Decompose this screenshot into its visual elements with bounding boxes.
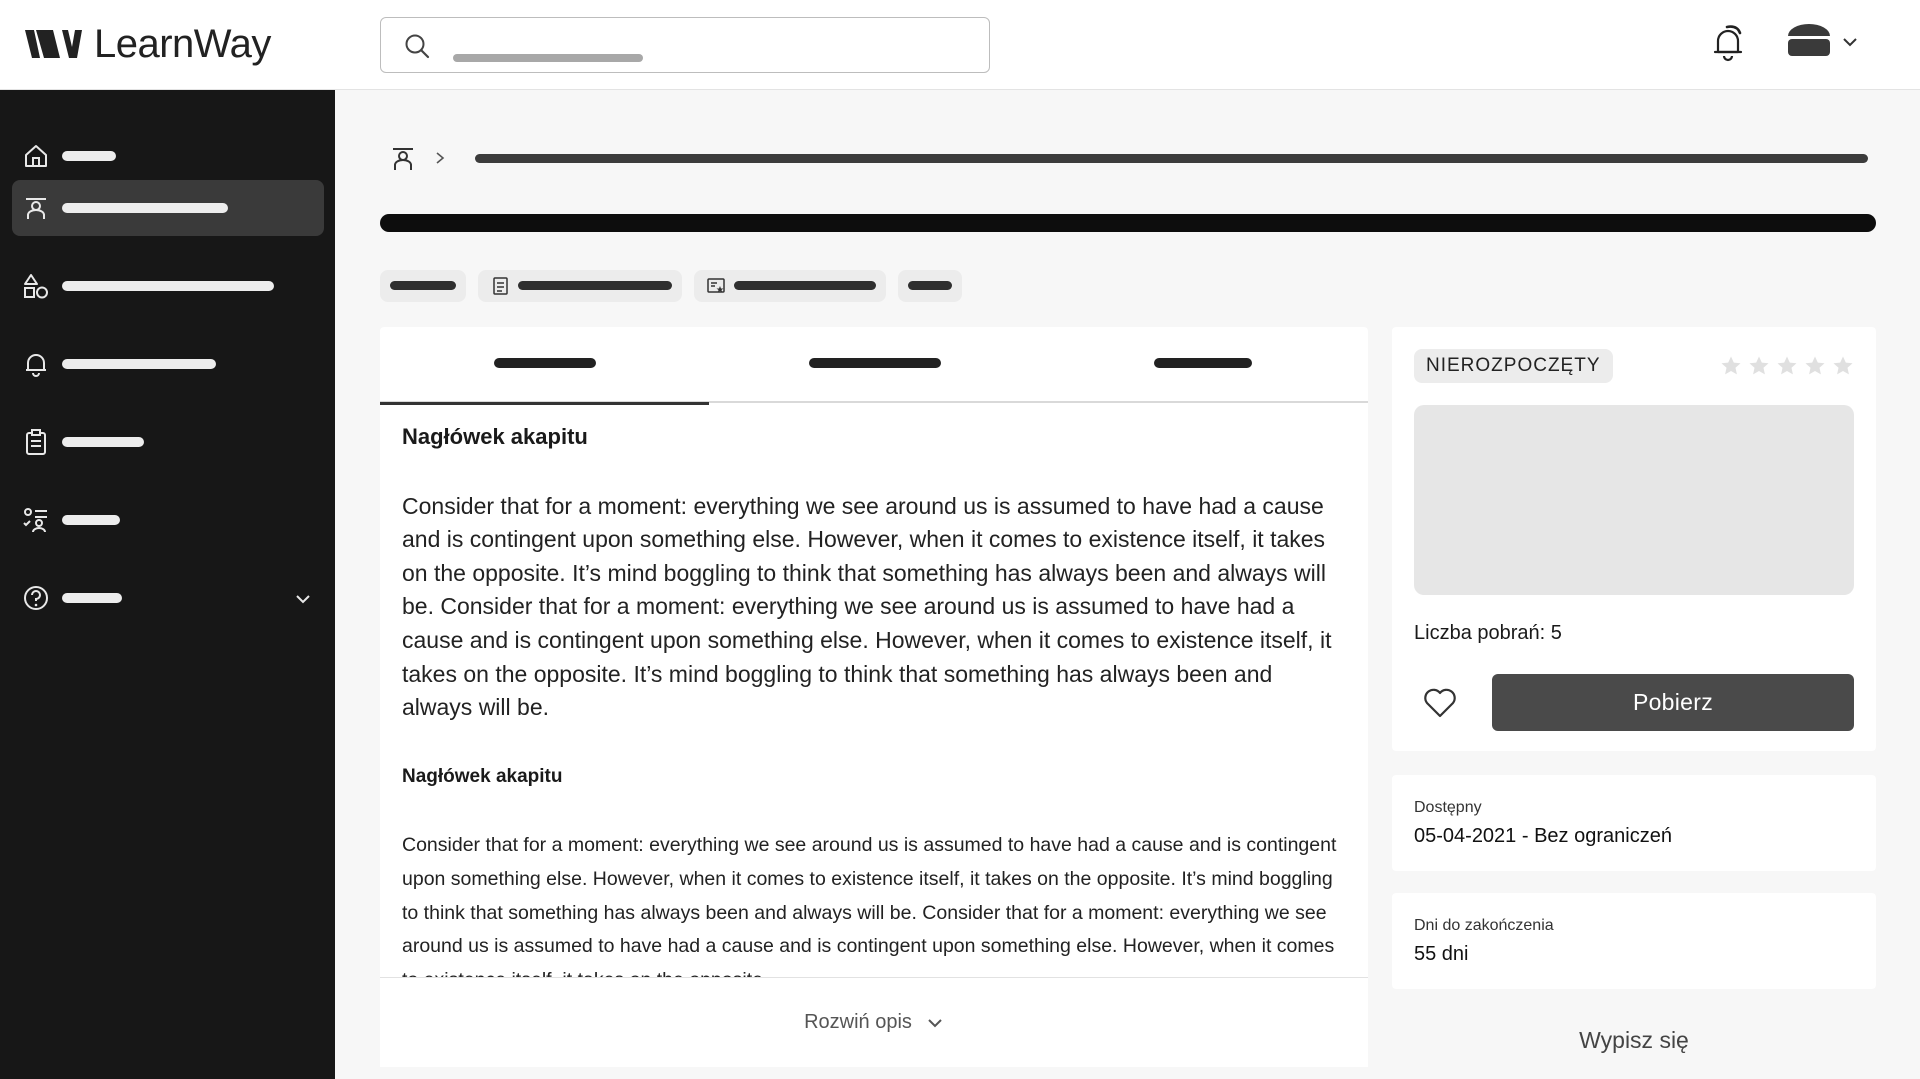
training-icon[interactable] [390, 144, 416, 172]
availability-label: Dostępny [1414, 799, 1482, 816]
search-placeholder-text [453, 54, 643, 62]
tab-bar [380, 327, 1368, 403]
availability-card [1392, 775, 1876, 871]
breadcrumb-current [475, 154, 1868, 163]
heart-icon[interactable] [1422, 685, 1458, 721]
download-button[interactable]: Pobierz [1492, 674, 1854, 731]
sidebar-item-courses[interactable] [12, 180, 324, 236]
star-icon[interactable] [1832, 355, 1854, 377]
document-list-icon [490, 276, 510, 296]
sidebar-item-label [62, 203, 228, 213]
tag-label [518, 281, 672, 290]
logo[interactable] [22, 20, 271, 68]
course-panel [1392, 327, 1876, 751]
days-left-label: Dni do zakończenia [1414, 917, 1554, 934]
star-icon[interactable] [1720, 355, 1742, 377]
chevron-down-icon[interactable] [294, 590, 312, 608]
chevron-right-icon [434, 152, 446, 164]
tag-label [908, 281, 952, 290]
paragraph-heading: Nagłówek akapitu [402, 424, 588, 449]
chevron-down-icon [1842, 34, 1858, 50]
course-thumbnail [1414, 405, 1854, 595]
paragraph-heading: Nagłówek akapitu [402, 765, 563, 787]
days-left-value: 55 dni [1414, 943, 1469, 965]
download-count: Liczba pobrań: 5 [1414, 622, 1562, 644]
user-menu[interactable] [1786, 22, 1866, 66]
status-badge: NIEROZPOCZĘTY [1414, 349, 1613, 383]
search-icon [403, 32, 431, 60]
tab-third[interactable] [1038, 327, 1367, 403]
breadcrumb [390, 140, 1868, 176]
sidebar-item-categories[interactable] [12, 258, 324, 314]
home-icon [22, 142, 50, 170]
shapes-icon [22, 272, 50, 300]
sidebar-item-label [62, 437, 144, 447]
tab-description[interactable] [380, 327, 709, 405]
search-input[interactable] [380, 17, 990, 73]
training-icon [22, 194, 50, 222]
top-bar [0, 0, 1920, 90]
sidebar-item-label [62, 151, 116, 161]
certificate-icon [706, 276, 726, 296]
avatar [1786, 22, 1832, 58]
tab-label [494, 358, 596, 368]
tag-label [734, 281, 876, 290]
unsubscribe-button[interactable]: Wypisz się [1392, 1012, 1876, 1068]
bell-icon [22, 350, 50, 378]
availability-value: 05-04-2021 - Bez ograniczeń [1414, 825, 1672, 847]
expand-label: Rozwiń opis [804, 1011, 912, 1033]
sidebar-item-help[interactable] [12, 570, 324, 626]
sidebar-item-notifications[interactable] [12, 336, 324, 392]
days-left-card [1392, 893, 1876, 989]
tag-item [380, 270, 466, 302]
tag-label [390, 281, 456, 290]
tab-label [809, 358, 941, 368]
tag-item [898, 270, 962, 302]
tab-second[interactable] [709, 327, 1038, 403]
star-icon[interactable] [1748, 355, 1770, 377]
rating-stars[interactable] [1720, 355, 1854, 377]
sidebar-item-label [62, 515, 120, 525]
help-icon [22, 584, 50, 612]
tag-item [694, 270, 886, 302]
description-card [380, 327, 1368, 1067]
sidebar-item-home[interactable] [12, 128, 324, 184]
sidebar-item-team[interactable] [12, 492, 324, 548]
star-icon[interactable] [1804, 355, 1826, 377]
notification-bell-icon[interactable] [1710, 24, 1746, 62]
paragraph-text: Consider that for a moment: everything we see around us is assumed to have had a cause and is contingent upon something else. However, when it comes to existence itself, it takes on the opposite. It’s mind boggling to think that something has always been and always will be. Consider that for a moment: everything we see around us is assumed to have had a cause and is contingent upon something else. However, when it comes to existence itself, it takes on the opposite. It’s mind boggling to think that something has always been and always will be. [402, 492, 1332, 721]
sidebar-item-label [62, 281, 274, 291]
sidebar-item-tasks[interactable] [12, 414, 324, 470]
app-name: LearnWay [94, 21, 271, 66]
paragraph-text: Consider that for a moment: everything we see around us is assumed to have had a cause and is contingent upon something else. However, when it comes to existence itself, it takes on the opposite. It’s mind boggling to think that something has always been and always will be. Consider that for a moment: everything we see around us is assumed to have had a cause and is contingent upon something else. However, when it comes [402, 834, 1337, 958]
description-text [402, 423, 1346, 979]
people-list-icon [22, 506, 50, 534]
learnway-logo-icon [22, 27, 84, 61]
sidebar-item-label [62, 593, 122, 603]
sidebar [0, 90, 335, 1079]
tab-label [1154, 358, 1252, 368]
chevron-down-icon [926, 1014, 944, 1032]
sidebar-item-label [62, 359, 216, 369]
expand-description-button[interactable] [380, 977, 1368, 1067]
star-icon[interactable] [1776, 355, 1798, 377]
tag-item [478, 270, 682, 302]
page-title [380, 214, 1876, 232]
clipboard-icon [22, 428, 50, 456]
